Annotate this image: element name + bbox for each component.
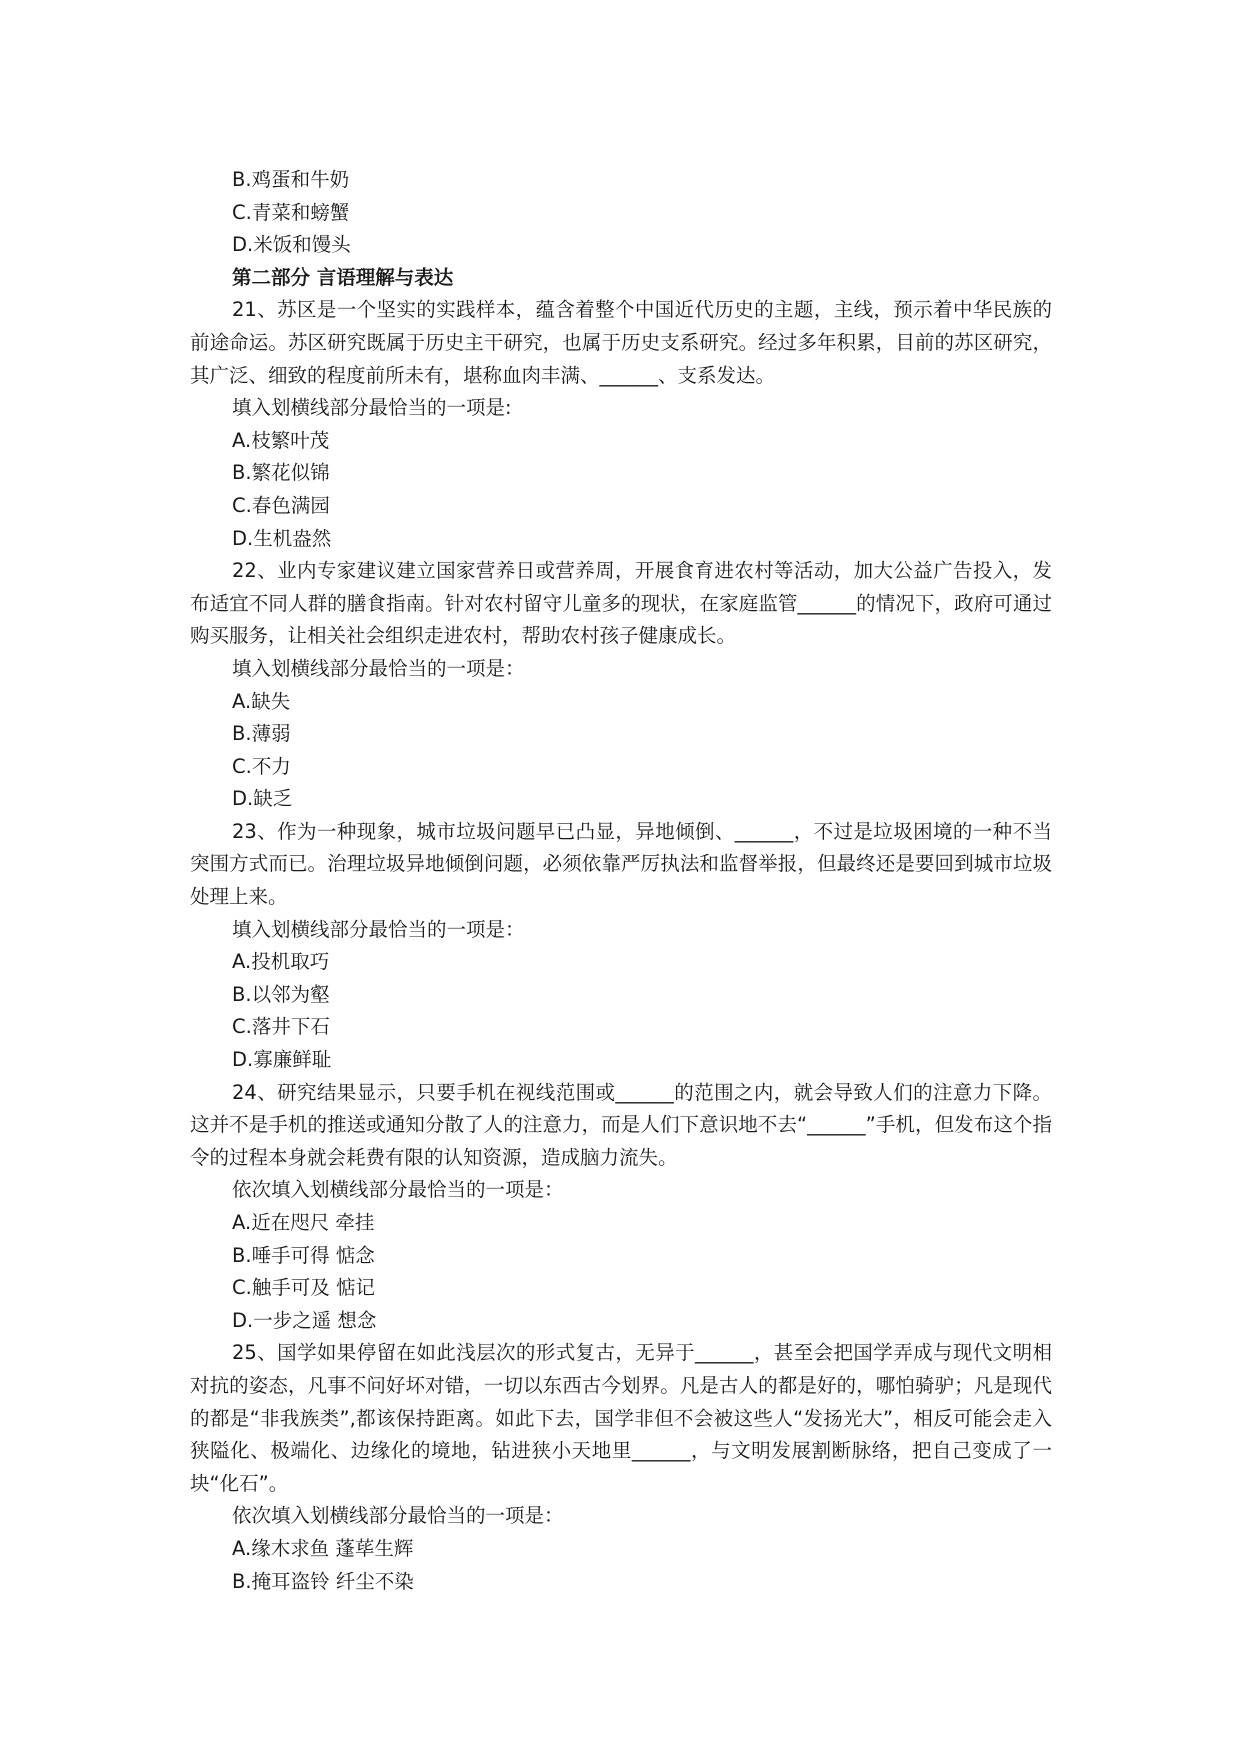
question-prompt: 依次填入划横线部分最恰当的一项是：	[232, 1178, 564, 1202]
question-stem: 25、国学如果停留在如此浅层次的形式复古，无异于______，甚至会把国学弄成与现代文明相对抗的姿态，凡事不问好坏对错，一切以东西古今划界。凡是古人的都是好的，哪怕骑驴；凡是现代的都是“非我族类”,都该保持距离。如此下去，国学非但不会被这些人“发扬光大”，相反可能会走入狭隘化、极端化、边缘化的境地，钻进狭小天地里______，与文明发展割断脉络，把自己变成了一块“化石”。	[190, 1341, 1052, 1495]
option-b: B.薄弱	[232, 722, 291, 746]
option-c: C.青菜和螃蟹	[232, 200, 350, 224]
option-d: D.米饭和馒头	[232, 233, 351, 257]
option-b: B.唾手可得 惦念	[232, 1243, 375, 1267]
question-prompt: 依次填入划横线部分最恰当的一项是：	[232, 1504, 564, 1528]
option-d: D.缺乏	[232, 787, 293, 811]
option-c: C.落井下石	[232, 1015, 330, 1039]
option-a: A.枝繁叶茂	[232, 428, 330, 452]
option-c: C.春色满园	[232, 493, 330, 517]
option-b: B.繁花似锦	[232, 461, 330, 485]
option-a: A.近在咫尺 牵挂	[232, 1211, 375, 1234]
option-b: B.鸡蛋和牛奶	[232, 168, 350, 191]
option-d: D.生机盎然	[232, 526, 332, 550]
option-b: B.掩耳盗铃 纤尘不染	[232, 1569, 414, 1593]
option-b: B.以邻为壑	[232, 982, 330, 1006]
option-a: A.投机取巧	[232, 950, 330, 974]
question-stem: 23、作为一种现象，城市垃圾问题早已凸显，异地倾倒、______，不过是垃圾困境的一种不当突围方式而已。治理垃圾异地倾倒问题，必须依靠严厉执法和监督举报，但最终还是要回到城市垃圾处理上来。	[190, 819, 1052, 909]
question-prompt: 填入划横线部分最恰当的一项是：	[232, 917, 525, 941]
question-prompt: 填入划横线部分最恰当的一项是：	[232, 656, 525, 680]
question-prompt: 填入划横线部分最恰当的一项是:	[232, 396, 512, 420]
document-page	[190, 164, 1052, 1598]
option-d: D.一步之遥 想念	[232, 1308, 377, 1332]
section-heading: 第二部分 言语理解与表达	[232, 265, 454, 289]
option-c: C.不力	[232, 754, 291, 778]
option-c: C.触手可及 惦记	[232, 1276, 376, 1300]
option-a: A.缘木求鱼 蓬荜生辉	[232, 1536, 414, 1560]
question-stem: 22、业内专家建议建立国家营养日或营养周，开展食育进农村等活动，加大公益广告投入，发布适宜不同人群的膳食指南。针对农村留守儿童多的现状，在家庭监管______的情况下，政府可通过购买服务，让相关社会组织走进农村，帮助农村孩子健康成长。	[190, 559, 1052, 648]
option-d: D.寡廉鲜耻	[232, 1048, 332, 1072]
question-stem: 24、研究结果显示，只要手机在视线范围或______的范围之内，就会导致人们的注意力下降。这并不是手机的推送或通知分散了人的注意力，而是人们下意识地不去“______”手机，但发布这个指令的过程本身就会耗费有限的认知资源，造成脑力流失。	[190, 1080, 1052, 1169]
option-a: A.缺失	[232, 689, 291, 713]
question-stem: 21、苏区是一个坚实的实践样本，蕴含着整个中国近代历史的主题，主线，预示着中华民族的前途命运。苏区研究既属于历史主干研究，也属于历史支系研究。经过多年积累，目前的苏区研究，其广泛、细致的程度前所未有，堪称血肉丰满、______、支系发达。	[190, 298, 1052, 387]
